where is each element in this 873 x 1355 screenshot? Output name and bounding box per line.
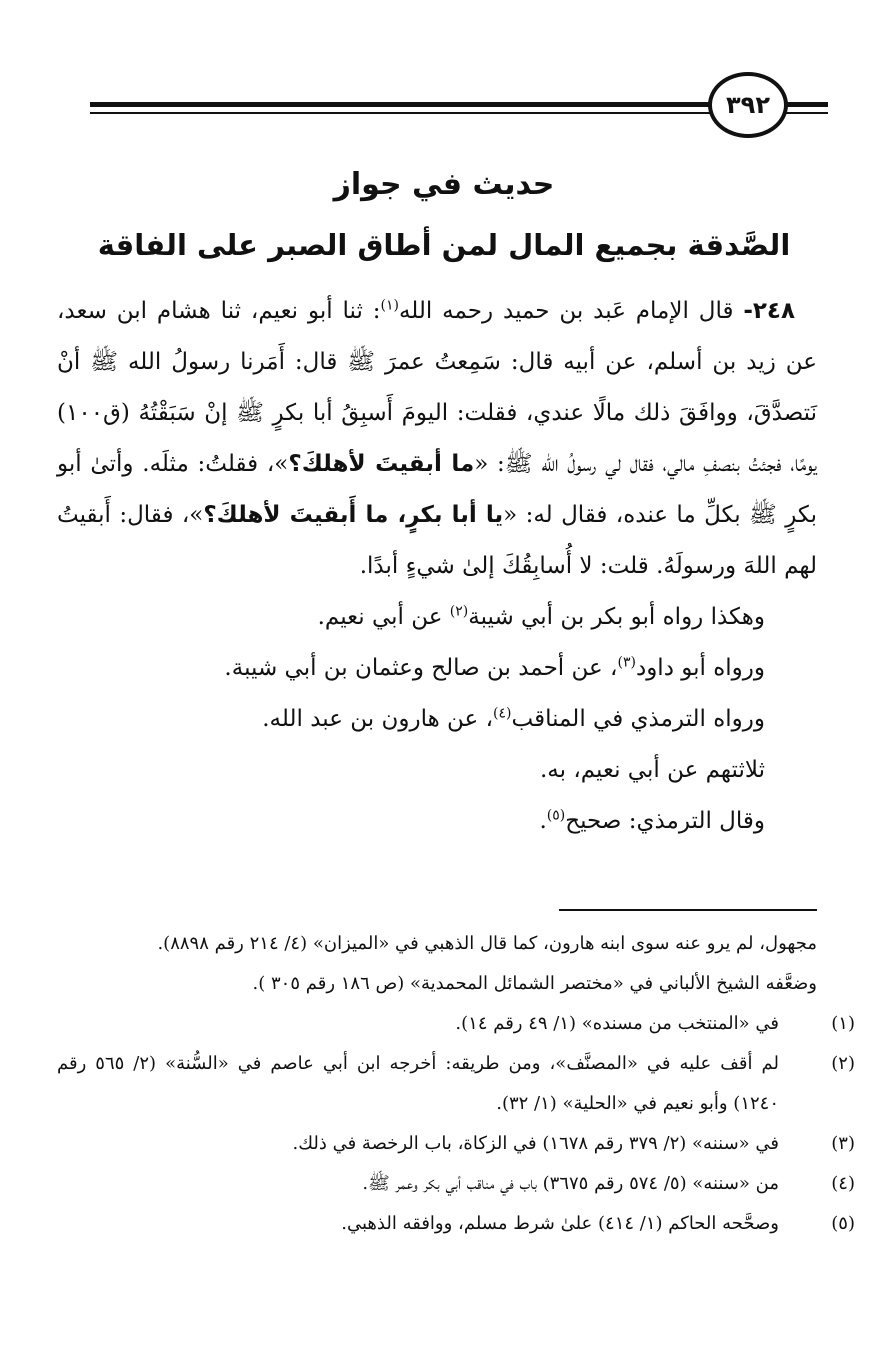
hadith-number: ٢٤٨- xyxy=(743,298,796,324)
chapter-title-line2: الصَّدقة بجميع المال لمن أطاق الصبر على الفاقة xyxy=(97,228,791,262)
footnote-ref-1: (١) xyxy=(380,297,399,314)
narration-line-1 xyxy=(57,592,817,643)
page-number: ٣٩٢ xyxy=(726,91,770,119)
header-rule-right-thin xyxy=(784,112,828,114)
prophet-quote-1: ما أبقيتَ لأهلكَ؟ xyxy=(288,451,475,477)
header-rule-right-thick xyxy=(784,102,828,107)
footnote-item-3 xyxy=(57,1124,855,1164)
narration-line-5 xyxy=(57,796,817,847)
narration-text: . xyxy=(539,808,547,834)
narration-text: ورواه الترمذي في المناقب xyxy=(511,706,765,732)
footnote-item-4 xyxy=(57,1164,855,1204)
narration-line-3 xyxy=(57,694,817,745)
footnote-text: من «سننه» (٥/ ٥٧٤ رقم ٣٦٧٥) باب في مناقب أبي بكر وعمر ﷺ. xyxy=(362,1173,779,1194)
narration-text: ، عن هارون بن عبد الله. xyxy=(262,706,494,732)
chapter-title-line1: حديث في جواز xyxy=(333,167,555,202)
footnote-continuation-1: مجهول، لم يرو عنه سوى ابنه هارون، كما قال الذهبي في «الميزان» (٤/ ٢١٤ رقم ٨٨٩٨). xyxy=(157,933,817,954)
narration-text: عن أبي نعيم. xyxy=(317,604,450,630)
hadith-paragraph xyxy=(57,286,817,592)
footnote-ref-4: (٤) xyxy=(493,705,512,722)
hadith-text-d: »، فقال: أَبقيتُ لهم اللهَ ورسولَهُ. قلت: لا أُسابِقُكَ إلىٰ شيءٍ أبدًا. xyxy=(57,502,817,579)
hadith-text-a: قال الإمام عَبد بن حميد رحمه الله xyxy=(398,298,734,324)
page-number-badge xyxy=(708,72,788,138)
footnote-ref-2: (٢) xyxy=(449,603,469,620)
narration-text: ورواه أبو داود xyxy=(635,655,765,681)
narration-line-4 xyxy=(57,745,817,796)
footnote-item-5 xyxy=(57,1204,855,1244)
prophet-quote-2: يا أبا بكرٍ، ما أَبقيتَ لأهلكَ؟ xyxy=(203,502,504,528)
footnote-text: في «المنتخب من مسنده» (١/ ٤٩ رقم ١٤). xyxy=(455,1013,779,1034)
footnote-number: (٥) xyxy=(831,1213,855,1234)
footnote-item-2 xyxy=(57,1044,855,1124)
footnote-number: (٢) xyxy=(831,1053,855,1074)
footnote-continuation-2: وضعَّفه الشيخ الألباني في «مختصر الشمائل المحمدية» (ص ١٨٦ رقم ٣٠٥ ). xyxy=(252,973,817,994)
footnote-number: (٤) xyxy=(831,1173,855,1194)
footnote-separator xyxy=(559,909,817,911)
footnotes-section xyxy=(57,924,855,1244)
footnote-text: في «سننه» (٢/ ٣٧٩ رقم ١٦٧٨) في الزكاة، باب الرخصة في ذلك. xyxy=(292,1133,779,1154)
header-rule-left-thin xyxy=(90,112,710,114)
narration-text: وهكذا رواه أبو بكر بن أبي شيبة xyxy=(468,604,765,630)
hadith-text-b: : ثنا أبو نعيم، ثنا هشام ابن سعد، عن زيد بن أسلم، عن أبيه قال: سَمِعتُ عمرَ ﷺ قال: أَمَرنا رسولُ الله ﷺ أنْ نَتصدَّقَ، ووافَقَ ذلك مالًا عندي، فقلت: اليومَ أَسبِقُ أبا بكرٍ ﷺ إنْ سَبَقْتُهُ (ق١٠٠) يومًا، فجئتُ بنصفِ مالي، فقال لي رسولُ الله ﷺ: « xyxy=(57,298,818,477)
footnote-text: لم أقف عليه في «المصنَّف»، ومن طريقه: أخرجه ابن أبي عاصم في «السُّنة» (٢/ ٥٦٥ رقم ١٢٤٠) وأبو نعيم في «الحلية» (١/ ٣٢). xyxy=(57,1053,779,1114)
hadith-body xyxy=(57,286,817,847)
footnote-number: (٣) xyxy=(831,1133,855,1154)
footnote-ref-3: (٣) xyxy=(617,654,636,671)
footnote-number: (١) xyxy=(831,1013,855,1034)
narration-line-2 xyxy=(57,643,817,694)
footnote-item-1 xyxy=(57,1004,855,1044)
narration-text: ثلاثتهم عن أبي نعيم، به. xyxy=(539,757,765,783)
footnote-ref-5: (٥) xyxy=(546,807,566,824)
header-rule-left-thick xyxy=(90,102,710,107)
footnote-text: وصحَّحه الحاكم (١/ ٤١٤) علىٰ شرط مسلم، ووافقه الذهبي. xyxy=(341,1213,779,1234)
hadith-text-c: »، فقلتُ: مثلَه. وأتىٰ أبو بكرٍ ﷺ بكلِّ ما عنده، فقال له: « xyxy=(57,451,817,528)
narration-text: وقال الترمذي: صحيح xyxy=(565,808,765,834)
narration-text: ، عن أحمد بن صالح وعثمان بن أبي شيبة. xyxy=(224,655,618,681)
